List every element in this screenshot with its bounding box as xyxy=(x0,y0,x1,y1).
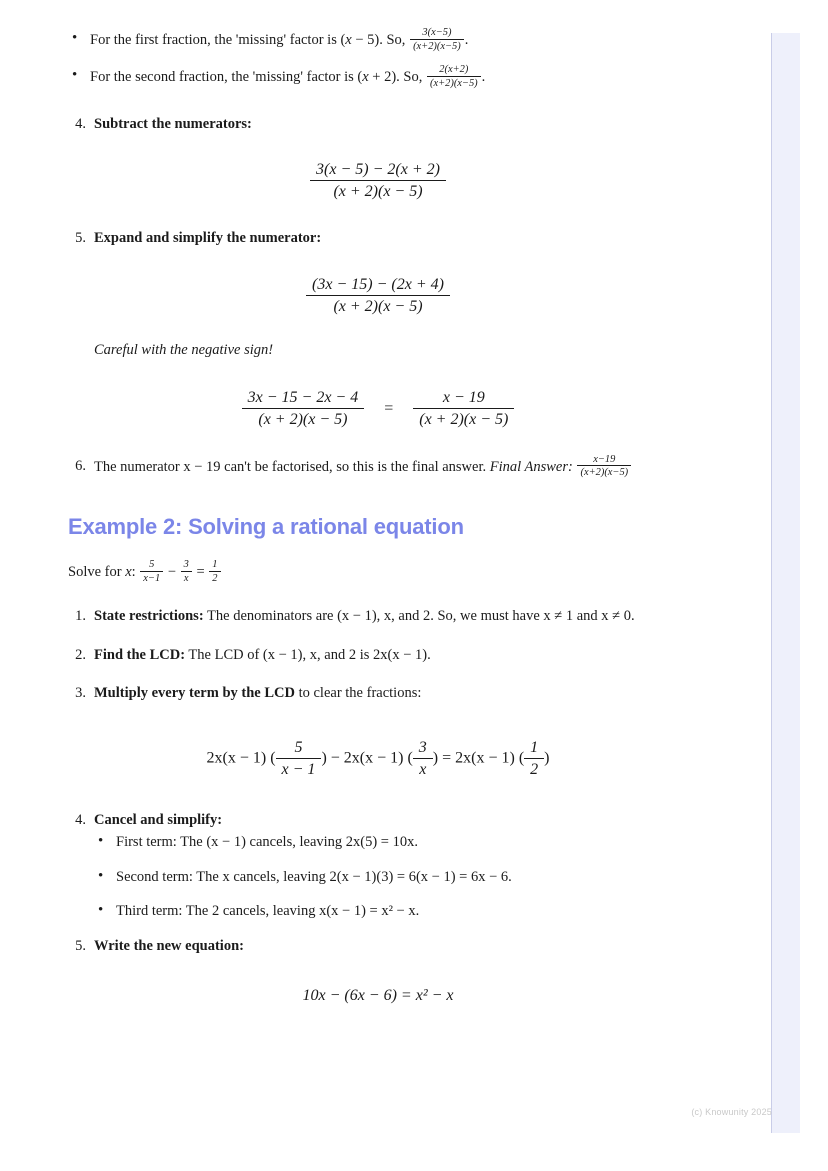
careful-note: Careful with the negative sign! xyxy=(94,341,274,358)
list-item xyxy=(68,28,688,53)
fraction-numerator: (3x − 15) − (2x + 4) xyxy=(306,276,450,296)
fraction-denominator: (x + 2)(x − 5) xyxy=(333,183,423,201)
solve-fraction-2-numerator: 3 xyxy=(181,559,192,572)
right-margin-rule xyxy=(771,33,772,1133)
solve-fraction-1-numerator: 5 xyxy=(140,559,163,572)
final-answer-label: Final Answer: xyxy=(489,458,573,475)
new-equation: 10x − (6x − 6) = x² − x xyxy=(302,987,454,1005)
math-expression-expanded-numerator xyxy=(68,276,688,316)
lcd-term-3: ) = 2x(x − 1) ( xyxy=(432,749,525,767)
solve-fraction-3-denominator: 2 xyxy=(212,572,218,584)
fraction-left-numerator: 3x − 15 − 2x − 4 xyxy=(242,389,365,409)
document-content xyxy=(68,28,688,1031)
fraction-denominator: (x + 2)(x − 5) xyxy=(333,297,423,315)
fraction-numerator: 3(x − 5) − 2(x + 2) xyxy=(310,161,446,181)
list-item xyxy=(94,866,688,888)
step-number: 4. xyxy=(75,115,86,132)
list-item xyxy=(68,644,688,666)
bullet-text-1c: . xyxy=(464,32,469,49)
list-item xyxy=(68,809,688,923)
solve-prefix: Solve for xyxy=(68,564,126,581)
lcd-fraction-1-denominator: x − 1 xyxy=(281,760,316,778)
fraction-right-denominator: (x + 2)(x − 5) xyxy=(419,410,509,428)
list-item xyxy=(68,113,688,135)
step-body: The LCD of (x − 1), x, and 2 is 2x(x − 1). xyxy=(188,646,431,663)
list-item xyxy=(68,455,688,480)
step-number: 1. xyxy=(75,608,86,625)
list-item xyxy=(68,682,688,704)
bullet-var-2: x xyxy=(362,69,369,86)
solve-fraction-2-denominator: x xyxy=(183,572,189,584)
solve-variable: x xyxy=(125,564,132,581)
step-title: Expand and simplify the numerator: xyxy=(94,230,322,247)
list-item xyxy=(68,65,688,90)
solve-equals: = xyxy=(192,564,209,581)
lcd-fraction-2 xyxy=(413,739,433,779)
bullet-text-2b: + 2). So, xyxy=(368,69,426,86)
math-expression-new-equation xyxy=(68,987,688,1005)
step-number: 5. xyxy=(75,230,86,247)
step-number: 5. xyxy=(75,937,86,954)
step-title: Write the new equation: xyxy=(94,937,244,954)
step-number: 4. xyxy=(75,811,86,828)
step-title: Find the LCD: xyxy=(94,646,186,663)
lcd-fraction-2-numerator: 3 xyxy=(413,739,433,759)
example-2-heading: Example 2: Solving a rational equation xyxy=(68,514,464,540)
equals-sign: = xyxy=(384,399,394,417)
solve-fraction-3-numerator: 1 xyxy=(209,559,220,572)
inline-fraction-1 xyxy=(410,27,464,52)
list-item xyxy=(68,227,688,249)
list-item xyxy=(94,900,688,922)
step-number: 2. xyxy=(75,646,86,663)
footer-credit: (c) Knowunity 2025 xyxy=(691,1107,772,1117)
step-title: State restrictions: xyxy=(94,608,204,625)
step-title: Multiply every term by the LCD xyxy=(94,685,295,702)
fraction xyxy=(310,161,446,201)
step-title: Cancel and simplify: xyxy=(94,811,223,828)
solve-fraction-3 xyxy=(209,559,220,584)
missing-factor-bullet-list xyxy=(68,28,688,91)
solve-minus: − xyxy=(164,564,180,581)
fraction-right-numerator: x − 19 xyxy=(413,389,514,409)
step-list-part1 xyxy=(68,113,688,135)
lcd-term-1: 2x(x − 1) ( xyxy=(206,749,276,767)
cancel-bullet-3: Third term: The 2 cancels, leaving x(x − 1) = x² − x. xyxy=(116,903,420,920)
inline-fraction-1-numerator: 3(x−5) xyxy=(410,27,464,40)
lcd-fraction-3 xyxy=(524,739,544,779)
fraction-left xyxy=(242,389,365,429)
cancel-bullet-2: Second term: The x cancels, leaving 2(x − 1)(3) = 6(x − 1) = 6x − 6. xyxy=(116,868,512,885)
right-margin-band xyxy=(772,33,800,1133)
step-number: 3. xyxy=(75,685,86,702)
math-expression-subtract-numerators xyxy=(68,161,688,201)
solve-fraction-1-denominator: x−1 xyxy=(143,572,161,584)
final-answer-fraction xyxy=(577,454,631,479)
fraction-left-denominator: (x + 2)(x − 5) xyxy=(258,410,348,428)
final-answer-denominator: (x+2)(x−5) xyxy=(580,467,629,479)
solve-fraction-2 xyxy=(181,559,192,584)
cancel-bullet-1: First term: The (x − 1) cancels, leaving 2x(5) = 10x. xyxy=(116,834,418,851)
step-body: The numerator x − 19 can't be factorised, so this is the final answer. xyxy=(94,458,487,475)
lcd-term-4: ) xyxy=(544,749,550,767)
math-expression-simplified-equality xyxy=(68,389,688,429)
example-2-step-list xyxy=(68,605,688,704)
solve-colon: : xyxy=(131,564,140,581)
list-item xyxy=(68,935,688,957)
inline-fraction-2-numerator: 2(x+2) xyxy=(427,64,481,77)
step-list-part3 xyxy=(68,455,688,480)
lcd-term-2: ) − 2x(x − 1) ( xyxy=(321,749,413,767)
step-body: to clear the fractions: xyxy=(298,685,422,702)
lcd-fraction-2-denominator: x xyxy=(419,760,427,778)
lcd-fraction-3-denominator: 2 xyxy=(530,760,539,778)
final-answer-numerator: x−19 xyxy=(577,454,631,467)
bullet-text-2c: . xyxy=(481,69,486,86)
list-item xyxy=(68,605,688,627)
lcd-fraction-1 xyxy=(276,739,322,779)
solve-for-line xyxy=(68,560,688,585)
fraction-right xyxy=(413,389,514,429)
step-body: The denominators are (x − 1), x, and 2. So, we must have x ≠ 1 and x ≠ 0. xyxy=(207,608,635,625)
lcd-fraction-1-numerator: 5 xyxy=(276,739,322,759)
bullet-text-1b: − 5). So, xyxy=(351,32,410,49)
math-expression-multiply-by-lcd xyxy=(68,739,688,779)
example-2-step-4 xyxy=(68,809,688,957)
lcd-fraction-3-numerator: 1 xyxy=(524,739,544,759)
bullet-var-1: x xyxy=(345,32,352,49)
bullet-text-1a: For the first fraction, the 'missing' factor is ( xyxy=(90,32,346,49)
cancel-bullet-list xyxy=(94,831,688,922)
bullet-text-2a: For the second fraction, the 'missing' factor is ( xyxy=(90,69,363,86)
step-number: 6. xyxy=(75,457,86,474)
inline-fraction-1-denominator: (x+2)(x−5) xyxy=(413,40,461,52)
solve-fraction-1 xyxy=(140,559,163,584)
inline-fraction-2-denominator: (x+2)(x−5) xyxy=(429,78,478,90)
step-title: Subtract the numerators: xyxy=(94,115,252,132)
list-item xyxy=(94,831,688,853)
step-list-part2 xyxy=(68,227,688,249)
fraction xyxy=(306,276,450,316)
inline-fraction-2 xyxy=(427,64,481,89)
